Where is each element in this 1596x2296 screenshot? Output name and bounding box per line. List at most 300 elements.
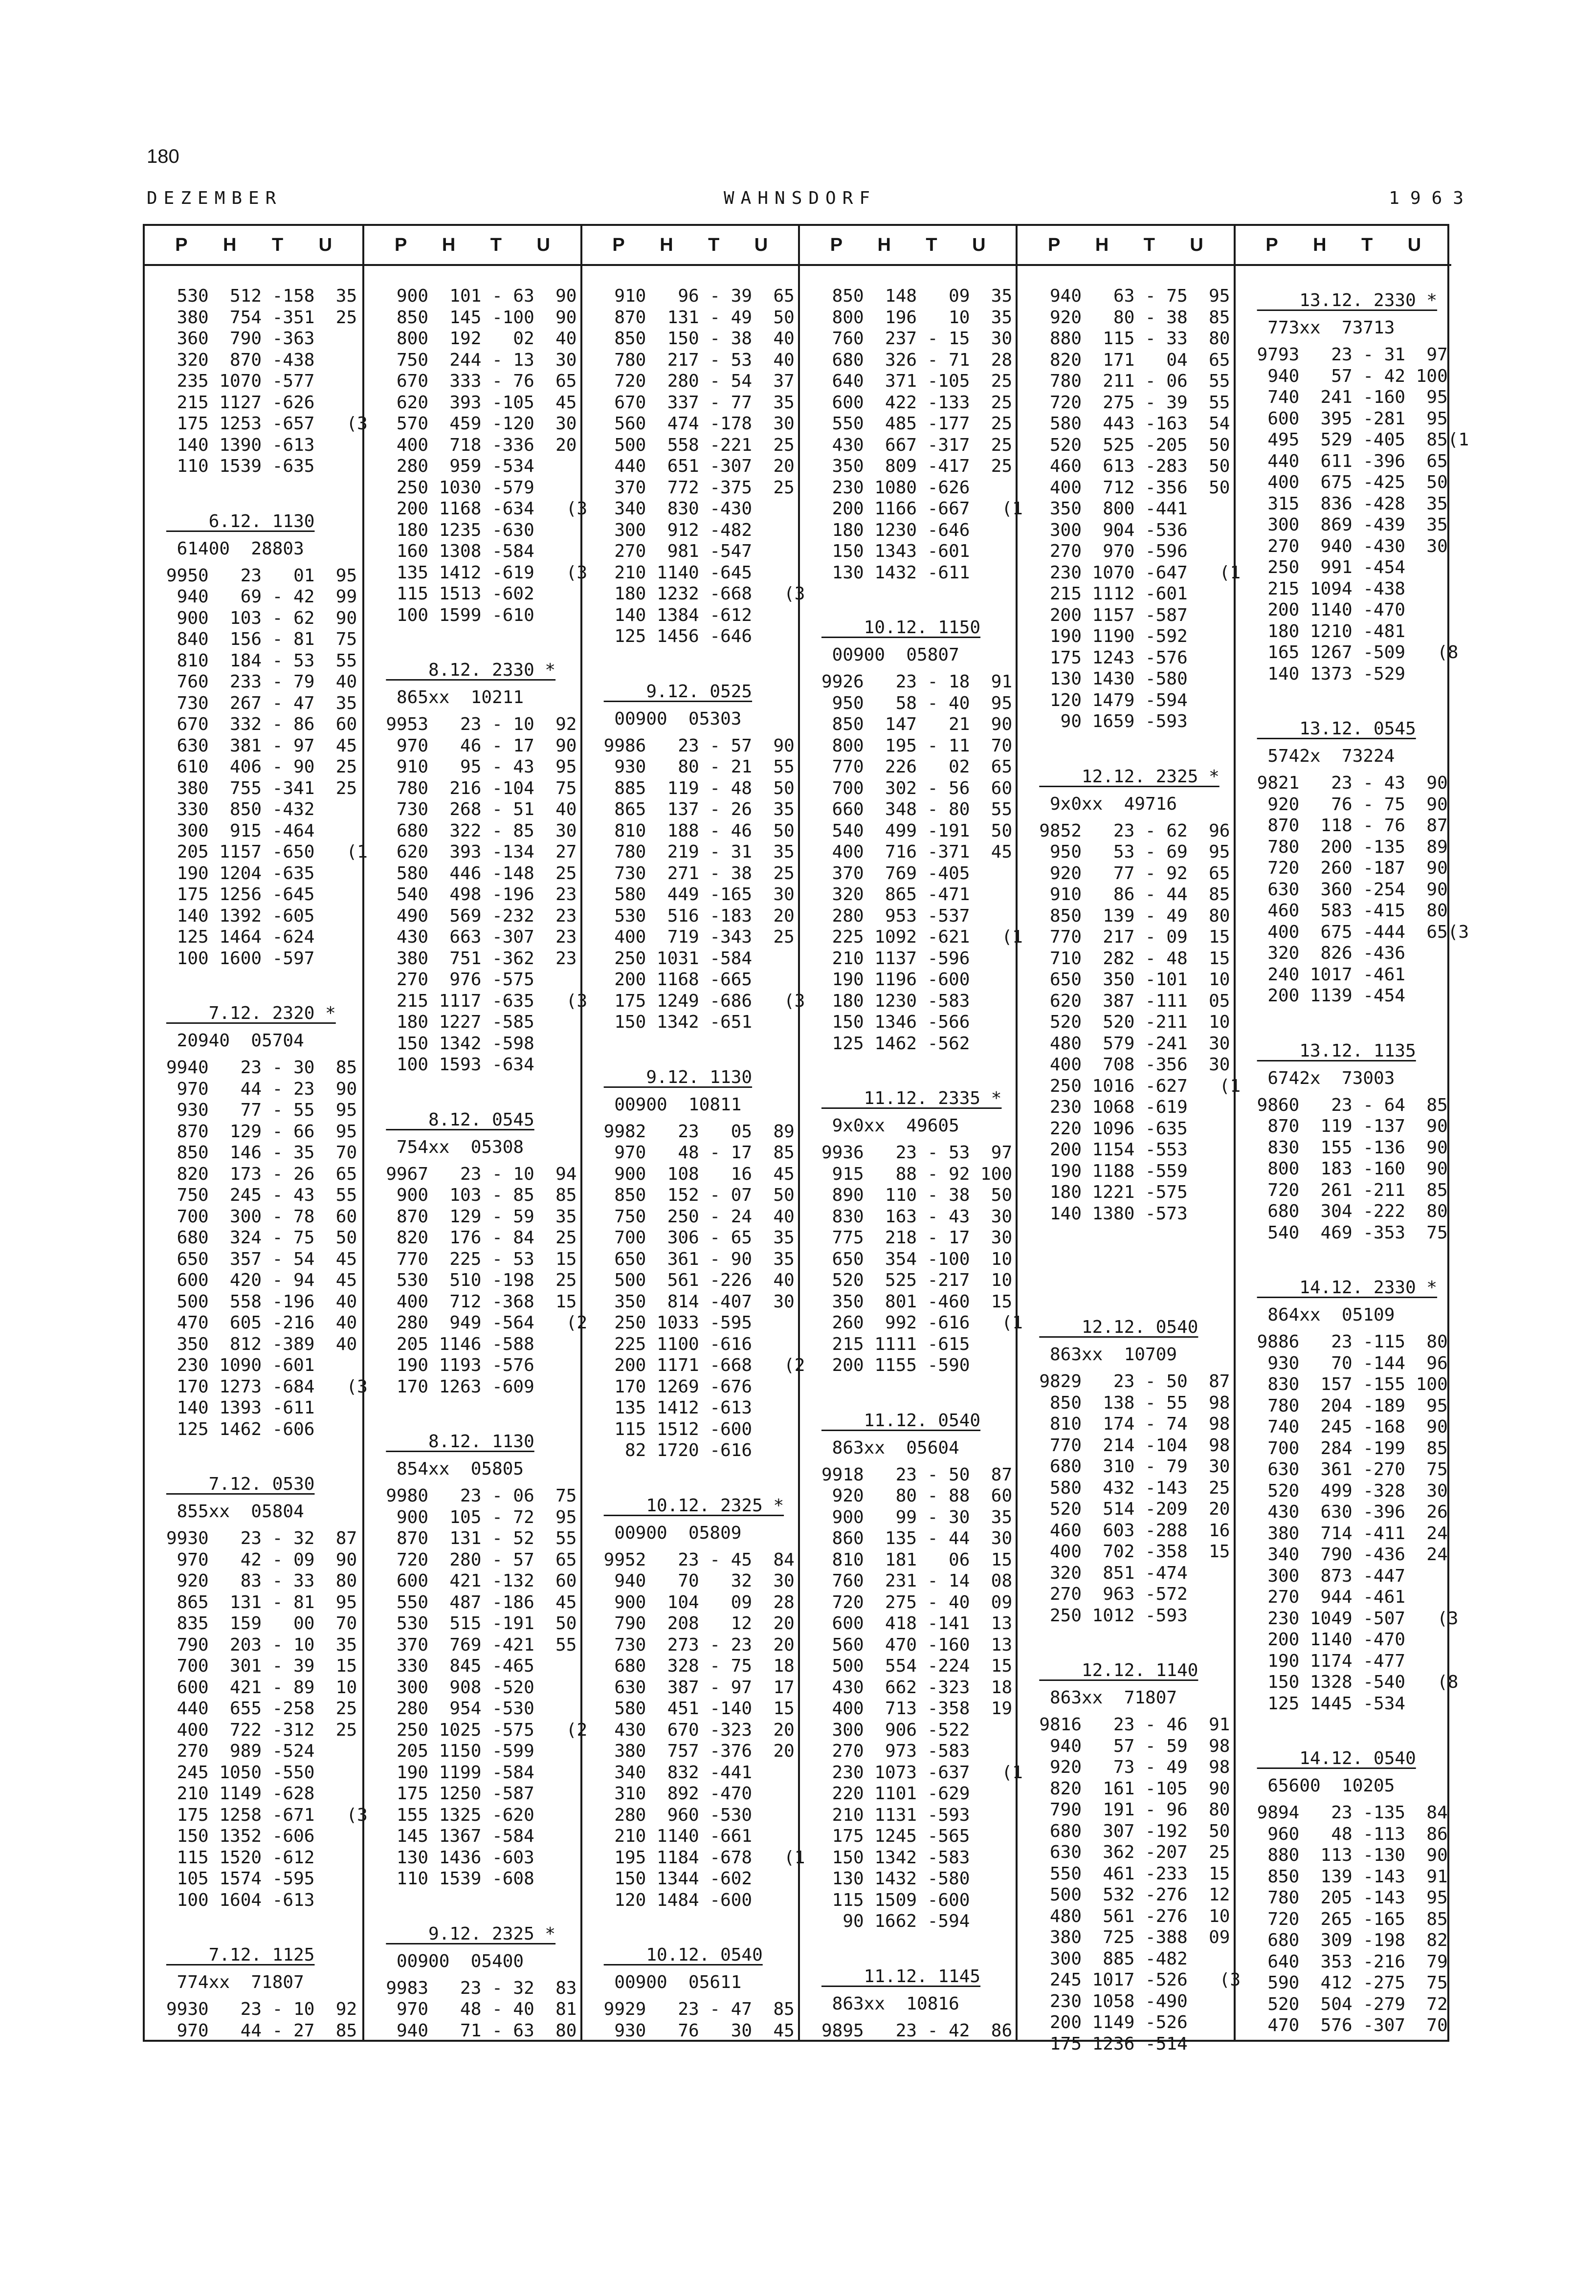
table-row: 600 421 - 89 10 <box>166 1677 357 1698</box>
spacer <box>604 1911 798 1940</box>
table-row: 215 1094 -438 <box>1257 578 1406 599</box>
table-row: 90 1662 -594 <box>821 1911 970 1931</box>
table-row: 730 271 - 38 25 <box>603 863 795 883</box>
table-row: 700 300 - 78 60 <box>166 1206 357 1227</box>
table-row: 145 1367 -584 <box>386 1826 534 1846</box>
column-header-label: H <box>1095 234 1109 255</box>
spacer <box>821 1376 1016 1406</box>
table-row: 200 1140 -470 <box>1257 600 1406 620</box>
table-row: 400 718 -336 20 <box>386 435 577 455</box>
sounding-code: 854xx 05805 <box>386 1459 524 1479</box>
table-row: 380 757 -376 20 <box>603 1741 795 1761</box>
table-row: 490 569 -232 23 <box>386 905 577 926</box>
table-row: 920 77 - 92 65 <box>1039 863 1230 883</box>
column-header-label: U <box>1407 234 1421 255</box>
table-row: 175 1249 -686 (3 <box>603 991 805 1011</box>
table-row: 190 1193 -576 <box>386 1355 534 1375</box>
table-row: 190 1199 -584 <box>386 1762 534 1783</box>
table-row: 830 163 - 43 30 <box>821 1206 1013 1227</box>
table-row: 9983 23 - 32 83 <box>386 1978 577 1998</box>
sounding-date-time-text: 13.12. 1135 <box>1257 1040 1416 1061</box>
spacer <box>386 1890 580 1919</box>
table-row: 910 95 - 43 95 <box>386 757 577 777</box>
table-row: 350 814 -407 30 <box>603 1291 795 1312</box>
table-row: 400 702 -358 15 <box>1039 1542 1230 1562</box>
table-row: 900 108 16 45 <box>603 1164 795 1184</box>
table-row: 155 1325 -620 <box>386 1805 534 1825</box>
column-header-label: H <box>877 234 891 255</box>
table-row: 670 332 - 86 60 <box>166 714 357 734</box>
column-header-label: H <box>442 234 456 255</box>
table-row: 190 1174 -477 <box>1257 1651 1406 1671</box>
column-header-label: P <box>175 234 188 255</box>
table-row: 630 361 -270 75 <box>1257 1459 1448 1479</box>
table-row: 560 474 -178 30 <box>603 414 795 434</box>
spacer <box>604 647 798 677</box>
table-row: 530 512 -158 35 <box>166 286 357 306</box>
table-row: 230 1070 -647 (1 <box>1039 562 1241 583</box>
table-row: 230 1090 -601 <box>166 1355 315 1375</box>
table-column <box>580 226 805 2041</box>
spacer <box>821 1932 1016 1962</box>
table-row: 440 611 -396 65 <box>1257 451 1448 471</box>
table-row: 200 1157 -587 <box>1039 605 1188 625</box>
table-row: 230 1049 -507 (3 <box>1257 1608 1459 1629</box>
table-row: 520 504 -279 72 <box>1257 1994 1448 2014</box>
table-row: 940 71 - 63 80 <box>386 2020 577 2041</box>
table-row: 400 713 -358 19 <box>821 1699 1013 1719</box>
table-row: 800 192 02 40 <box>386 329 577 349</box>
sounding-date-time-text: 10.12. 0540 <box>603 1945 763 1965</box>
table-row: 370 769 -405 <box>821 863 970 883</box>
table-row: 250 1012 -593 <box>1039 1605 1188 1626</box>
table-row: 135 1412 -619 (3 <box>386 562 588 583</box>
table-row: 890 110 - 38 50 <box>821 1185 1013 1205</box>
table-row: 780 200 -135 89 <box>1257 837 1448 857</box>
table-row: 500 558 -221 25 <box>603 435 795 455</box>
table-row: 400 675 -425 50 <box>1257 472 1448 492</box>
table-row: 760 231 - 14 08 <box>821 1571 1013 1591</box>
table-row: 810 174 - 74 98 <box>1039 1414 1230 1434</box>
table-row: 970 46 - 17 90 <box>386 735 577 756</box>
table-row: 920 80 - 38 85 <box>1039 307 1230 328</box>
table-row: 200 1149 -526 <box>1039 2012 1188 2032</box>
table-row: 430 630 -396 26 <box>1257 1502 1448 1522</box>
spacer <box>166 477 362 507</box>
sounding-date-time <box>166 1469 362 1500</box>
table-row: 9930 23 - 32 87 <box>166 1528 357 1548</box>
table-row: 130 1432 -580 <box>821 1869 970 1889</box>
column-header-label: P <box>1048 234 1061 255</box>
table-row: 480 579 -241 30 <box>1039 1033 1230 1054</box>
table-row: 270 976 -575 <box>386 970 534 990</box>
table-row: 850 150 - 38 40 <box>603 329 795 349</box>
table-row: 280 953 -537 <box>821 905 970 926</box>
table-row: 210 1140 -661 <box>603 1826 753 1846</box>
table-row: 620 393 -105 45 <box>386 392 577 413</box>
table-row: 150 1342 -651 <box>603 1012 753 1032</box>
table-row: 100 1599 -610 <box>386 605 534 625</box>
table-row: 150 1344 -602 <box>603 1869 753 1889</box>
sounding-date-time-text: 6.12. 1130 <box>166 511 315 531</box>
table-row: 780 211 - 06 55 <box>1039 371 1230 391</box>
table-row: 175 1258 -671 (3 <box>166 1805 368 1825</box>
table-row: 500 532 -276 12 <box>1039 1885 1230 1905</box>
table-row: 210 1137 -596 <box>821 948 970 969</box>
spacer <box>166 969 362 998</box>
sounding-date-time <box>821 1406 1016 1436</box>
table-row: 190 1190 -592 <box>1039 626 1188 646</box>
table-row: 300 873 -447 <box>1257 1566 1406 1586</box>
table-row: 470 576 -307 70 <box>1257 2015 1448 2035</box>
table-row: 590 412 -275 75 <box>1257 1973 1448 1993</box>
table-row: 220 1101 -629 <box>821 1784 970 1804</box>
sounding-date-time <box>1039 1656 1233 1686</box>
table-row: 400 712 -356 50 <box>1039 477 1230 498</box>
sounding-code: 20940 05704 <box>166 1031 304 1051</box>
table-row: 770 225 - 53 15 <box>386 1249 577 1269</box>
table-row: 125 1456 -646 <box>603 626 753 646</box>
table-row: 180 1221 -575 <box>1039 1182 1188 1202</box>
sounding-date-time-text: 11.12. 0540 <box>821 1410 981 1431</box>
table-row: 840 156 - 81 75 <box>166 629 357 649</box>
table-row: 110 1539 -608 <box>386 1869 534 1889</box>
table-row: 9829 23 - 50 87 <box>1039 1371 1230 1391</box>
table-row: 245 1017 -526 (3 <box>1039 1970 1241 1990</box>
column-body <box>145 266 368 2041</box>
sounding-date-time-text: 9.12. 2325 * <box>386 1923 556 1944</box>
table-row: 175 1253 -657 (3 <box>166 414 368 434</box>
sounding-data-table <box>143 224 1469 2054</box>
table-row: 115 1509 -600 <box>821 1890 970 1910</box>
table-row: 200 1171 -668 (2 <box>603 1355 805 1375</box>
table-row: 660 348 - 80 55 <box>821 799 1013 819</box>
table-row: 870 131 - 52 55 <box>386 1528 577 1548</box>
table-row: 180 1232 -668 (3 <box>603 584 805 604</box>
table-row: 940 70 32 30 <box>603 1571 795 1591</box>
sounding-code: 9x0xx 49716 <box>1039 794 1177 814</box>
table-row: 115 1512 -600 <box>603 1419 753 1439</box>
sounding-code: 863xx 10816 <box>821 1993 959 2014</box>
table-row: 830 157 -155 100 <box>1257 1374 1448 1394</box>
table-row: 9980 23 - 06 75 <box>386 1486 577 1506</box>
table-column <box>1234 226 1469 2040</box>
table-row: 9860 23 - 64 85 <box>1257 1095 1448 1115</box>
table-row: 190 1204 -635 <box>166 863 315 883</box>
column-header-label: T <box>490 234 502 255</box>
sounding-date-time <box>604 1062 798 1093</box>
sounding-date-time-text: 12.12. 2325 * <box>1039 766 1219 787</box>
table-row: 780 205 -143 95 <box>1257 1888 1448 1908</box>
table-row: 9886 23 -115 80 <box>1257 1332 1448 1352</box>
table-row: 790 208 12 20 <box>603 1613 795 1634</box>
spacer <box>1257 1007 1451 1036</box>
table-column <box>145 226 368 2041</box>
table-row: 180 1230 -583 <box>821 991 970 1011</box>
table-row: 495 529 -405 85(1 <box>1257 430 1469 450</box>
table-row: 270 963 -572 <box>1039 1584 1188 1604</box>
table-row: 820 161 -105 90 <box>1039 1778 1230 1799</box>
table-row: 680 310 - 79 30 <box>1039 1457 1230 1477</box>
table-row: 9936 23 - 53 97 <box>821 1143 1013 1163</box>
table-row: 650 354 -100 10 <box>821 1249 1013 1269</box>
table-row: 500 558 -196 40 <box>166 1291 357 1312</box>
table-row: 640 353 -216 79 <box>1257 1951 1448 1972</box>
table-row: 160 1308 -584 <box>386 541 534 561</box>
table-row: 550 487 -186 45 <box>386 1592 577 1612</box>
sounding-code: 65600 10205 <box>1257 1776 1395 1796</box>
table-row: 260 992 -616 (1 <box>821 1313 1023 1333</box>
table-row: 820 171 04 65 <box>1039 350 1230 370</box>
table-row: 680 326 - 71 28 <box>821 350 1013 370</box>
sounding-code: 774xx 71807 <box>166 1972 304 1992</box>
table-row: 540 469 -353 75 <box>1257 1222 1448 1243</box>
table-row: 400 712 -368 15 <box>386 1291 577 1312</box>
table-row: 770 217 - 09 15 <box>1039 927 1230 947</box>
table-row: 200 1155 -590 <box>821 1355 970 1375</box>
table-row: 440 651 -307 20 <box>603 456 795 476</box>
table-row: 580 446 -148 25 <box>386 863 577 883</box>
table-row: 820 173 - 26 65 <box>166 1164 357 1184</box>
table-row: 870 131 - 49 50 <box>603 307 795 328</box>
table-row: 600 420 - 94 45 <box>166 1270 357 1290</box>
table-row: 135 1412 -613 <box>603 1398 753 1418</box>
table-row: 175 1250 -587 <box>386 1784 534 1804</box>
table-row: 210 1149 -628 <box>166 1784 315 1804</box>
table-row: 9816 23 - 46 91 <box>1039 1715 1230 1735</box>
sounding-code: 00900 10811 <box>603 1094 742 1115</box>
table-row: 240 1017 -461 <box>1257 964 1406 985</box>
table-row: 720 275 - 40 09 <box>821 1592 1013 1612</box>
table-row: 350 801 -460 15 <box>821 1291 1013 1312</box>
table-row: 570 459 -120 30 <box>386 414 577 434</box>
sounding-date-time <box>821 1962 1016 1992</box>
table-row: 200 1168 -634 (3 <box>386 499 588 519</box>
table-row: 170 1269 -676 <box>603 1376 753 1397</box>
table-row: 115 1513 -602 <box>386 584 534 604</box>
table-row: 520 499 -328 30 <box>1257 1480 1448 1501</box>
table-row: 770 214 -104 98 <box>1039 1435 1230 1456</box>
table-row: 730 273 - 23 20 <box>603 1634 795 1655</box>
table-row: 740 241 -160 95 <box>1257 387 1448 407</box>
table-row: 720 265 -165 85 <box>1257 1909 1448 1929</box>
table-row: 300 885 -482 <box>1039 1948 1188 1969</box>
table-row: 250 1033 -595 <box>603 1313 753 1333</box>
table-row: 850 148 09 35 <box>821 286 1013 306</box>
table-row: 110 1539 -635 <box>166 456 315 476</box>
sounding-date-time-text: 11.12. 1145 <box>821 1966 981 1987</box>
spacer <box>1039 732 1233 762</box>
table-row: 220 1096 -635 <box>1039 1118 1188 1139</box>
table-row: 600 422 -133 25 <box>821 392 1013 413</box>
sounding-code: 773xx 73713 <box>1257 318 1395 338</box>
table-row: 225 1100 -616 <box>603 1334 753 1354</box>
table-row: 580 451 -140 15 <box>603 1699 795 1719</box>
table-row: 850 139 - 49 80 <box>1039 905 1230 926</box>
header-year: 1963 <box>1389 188 1474 208</box>
spacer <box>386 626 580 655</box>
table-row: 885 119 - 48 50 <box>603 778 795 798</box>
table-row: 215 1127 -626 <box>166 392 315 413</box>
table-row: 610 406 - 90 25 <box>166 757 357 777</box>
table-row: 720 261 -211 85 <box>1257 1180 1448 1200</box>
table-row: 150 1352 -606 <box>166 1826 315 1846</box>
sounding-date-time-text: 12.12. 1140 <box>1039 1660 1198 1680</box>
table-row: 670 333 - 76 65 <box>386 371 577 391</box>
sounding-code: 863xx 71807 <box>1039 1688 1177 1708</box>
column-header-label: U <box>754 234 768 255</box>
table-row: 520 520 -211 10 <box>1039 1012 1230 1032</box>
table-row: 460 613 -283 50 <box>1039 456 1230 476</box>
spacer <box>386 1397 580 1427</box>
table-row: 205 1146 -588 <box>386 1334 534 1354</box>
table-row: 340 832 -441 <box>603 1762 753 1783</box>
table-row: 250 1031 -584 <box>603 948 753 969</box>
table-row: 830 155 -136 90 <box>1257 1137 1448 1158</box>
table-row: 880 115 - 33 80 <box>1039 329 1230 349</box>
table-row: 930 80 - 21 55 <box>603 757 795 777</box>
table-row: 9793 23 - 31 97 <box>1257 345 1448 365</box>
table-row: 9895 23 - 42 86 <box>821 2020 1013 2041</box>
table-row: 140 1392 -605 <box>166 905 315 926</box>
table-row: 700 301 - 39 15 <box>166 1656 357 1676</box>
column-body <box>800 266 1023 2041</box>
column-header-label: P <box>612 234 625 255</box>
table-row: 850 147 21 90 <box>821 714 1013 734</box>
table-row: 870 118 - 76 87 <box>1257 816 1448 836</box>
sounding-date-time <box>386 1427 580 1457</box>
table-row: 790 191 - 96 80 <box>1039 1800 1230 1820</box>
table-row: 200 1139 -454 <box>1257 986 1406 1006</box>
column-header-label: P <box>1265 234 1278 255</box>
table-row: 920 73 - 49 98 <box>1039 1757 1230 1777</box>
table-row: 250 1016 -627 (1 <box>1039 1076 1241 1096</box>
table-row: 430 663 -307 23 <box>386 927 577 947</box>
table-row: 400 722 -312 25 <box>166 1720 357 1740</box>
table-row: 600 421 -132 60 <box>386 1571 577 1591</box>
table-row: 560 470 -160 13 <box>821 1634 1013 1655</box>
header-station: WAHNSDORF <box>724 188 877 208</box>
table-row: 630 360 -254 90 <box>1257 879 1448 900</box>
table-row: 950 53 - 69 95 <box>1039 842 1230 862</box>
table-row: 9950 23 01 95 <box>166 565 357 586</box>
table-row: 860 135 - 44 30 <box>821 1528 1013 1548</box>
table-row: 350 812 -389 40 <box>166 1334 357 1354</box>
sounding-date-time <box>1257 1036 1451 1066</box>
column-header <box>582 226 798 266</box>
table-row: 175 1245 -565 <box>821 1826 970 1846</box>
page-header <box>147 188 1474 213</box>
table-row: 915 88 - 92 100 <box>821 1164 1013 1184</box>
spacer <box>821 1054 1016 1083</box>
spacer <box>604 1461 798 1491</box>
table-row: 140 1380 -573 <box>1039 1203 1188 1224</box>
table-row: 540 499 -191 50 <box>821 820 1013 841</box>
sounding-date-time-text: 10.12. 2325 * <box>603 1495 784 1516</box>
table-row: 300 908 -520 <box>386 1677 534 1698</box>
table-row: 280 954 -530 <box>386 1699 534 1719</box>
table-row: 700 302 - 56 60 <box>821 778 1013 798</box>
table-row: 850 145 -100 90 <box>386 307 577 328</box>
sounding-date-time <box>166 1940 362 1970</box>
table-row: 580 449 -165 30 <box>603 884 795 905</box>
table-row: 900 99 - 30 35 <box>821 1507 1013 1527</box>
table-row: 670 337 - 77 35 <box>603 392 795 413</box>
column-header <box>1018 226 1233 266</box>
table-row: 330 845 -465 <box>386 1656 534 1676</box>
table-row: 750 250 - 24 40 <box>603 1206 795 1227</box>
sounding-date-time <box>604 1491 798 1521</box>
table-row: 775 218 - 17 30 <box>821 1228 1013 1248</box>
table-row: 270 989 -524 <box>166 1741 315 1761</box>
table-row: 680 328 - 75 18 <box>603 1656 795 1676</box>
table-row: 950 58 - 40 95 <box>821 693 1013 713</box>
sounding-code: 863xx 05604 <box>821 1437 959 1458</box>
table-row: 350 800 -441 <box>1039 499 1188 519</box>
table-row: 230 1058 -490 <box>1039 1991 1188 2011</box>
sounding-date-time <box>1257 1744 1451 1774</box>
table-row: 250 1025 -575 (2 <box>386 1720 588 1740</box>
sounding-date-time-text: 8.12. 0545 <box>386 1109 534 1130</box>
table-row: 100 1593 -634 <box>386 1055 534 1075</box>
table-row: 700 306 - 65 35 <box>603 1228 795 1248</box>
spacer <box>166 1911 362 1940</box>
table-row: 230 1073 -637 (1 <box>821 1762 1023 1783</box>
table-row: 970 48 - 17 85 <box>603 1143 795 1163</box>
column-header-label: H <box>223 234 237 255</box>
column-header-label: T <box>926 234 937 255</box>
table-row: 300 904 -536 <box>1039 520 1188 540</box>
table-row: 9918 23 - 50 87 <box>821 1464 1013 1485</box>
sounding-date-time-text: 10.12. 1150 <box>821 618 981 638</box>
table-row: 380 714 -411 24 <box>1257 1523 1448 1544</box>
table-row: 310 892 -470 <box>603 1784 753 1804</box>
column-header-label: U <box>1190 234 1203 255</box>
sounding-code: 00900 05303 <box>603 708 742 729</box>
table-row: 210 1131 -593 <box>821 1805 970 1825</box>
table-row: 400 716 -371 45 <box>821 842 1013 862</box>
table-row: 970 44 - 27 85 <box>166 2020 357 2041</box>
table-row: 880 113 -130 90 <box>1257 1845 1448 1865</box>
sounding-date-time <box>386 1105 580 1135</box>
column-body <box>364 266 588 2041</box>
sounding-date-time-text: 14.12. 0540 <box>1257 1748 1416 1768</box>
table-row: 200 1168 -665 <box>603 970 753 990</box>
column-header-label: H <box>660 234 673 255</box>
table-row: 940 57 - 42 100 <box>1257 366 1448 386</box>
table-row: 280 960 -530 <box>603 1805 753 1825</box>
table-row: 865 131 - 81 95 <box>166 1592 357 1612</box>
table-row: 9940 23 - 30 85 <box>166 1058 357 1078</box>
table-row: 580 432 -143 25 <box>1039 1478 1230 1498</box>
table-row: 270 944 -461 <box>1257 1587 1406 1607</box>
sounding-code: 00900 05611 <box>603 1972 742 1992</box>
table-row: 280 959 -534 <box>386 456 534 476</box>
table-row: 680 307 -192 50 <box>1039 1821 1230 1841</box>
sounding-date-time <box>821 1083 1016 1114</box>
table-row: 125 1462 -606 <box>166 1419 315 1439</box>
table-row: 215 1111 -615 <box>821 1334 970 1354</box>
table-row: 180 1210 -481 <box>1257 621 1406 641</box>
table-row: 9952 23 - 45 84 <box>603 1549 795 1570</box>
column-body <box>582 266 805 2041</box>
table-row: 205 1157 -650 (1 <box>166 842 368 862</box>
table-row: 200 1140 -470 <box>1257 1630 1406 1650</box>
table-row: 850 138 - 55 98 <box>1039 1392 1230 1413</box>
table-row: 215 1117 -635 (3 <box>386 991 588 1011</box>
spacer <box>1257 1714 1451 1744</box>
table-row: 790 203 - 10 35 <box>166 1634 357 1655</box>
